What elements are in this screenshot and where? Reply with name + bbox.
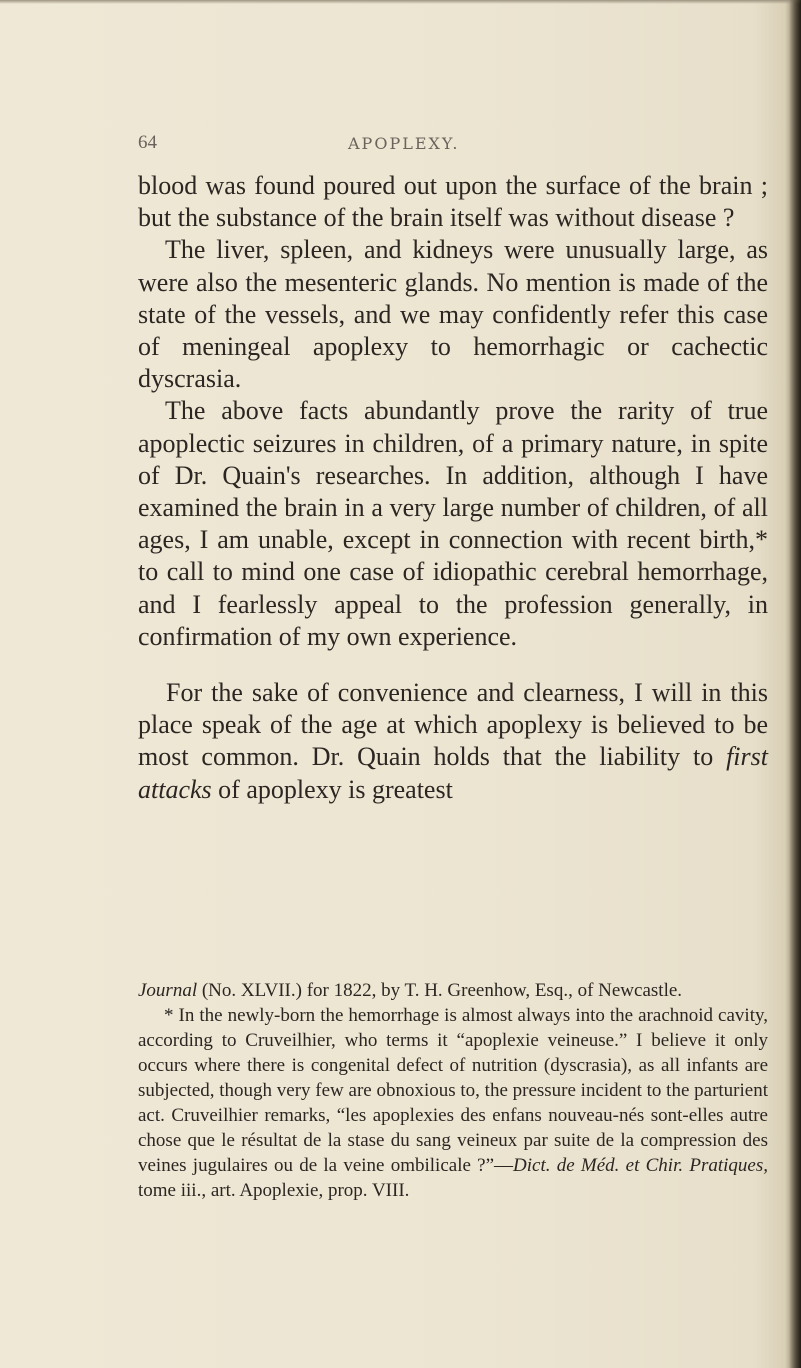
footnote-asterisk-text: * In the newly-born the hemorrhage is almost always into the arachnoid cavity, according to Cruveilhier, who terms it “apoplexie veineuse.” I believe it only occurs where there is congenital defect of nutrition (dyscrasia), as all infants are subjected, though very few are obnoxious to, the pressure incident to the parturient act. Cruveilhier remarks, “les apoplexies des enfans nouveau-nés sont-elles autre chose que le résultat de la stase du sang veineux par suite de la compression des veines jugulaires ou de la veine ombilicale ?”— xyxy=(138,1005,768,1176)
page-top-edge xyxy=(0,0,801,4)
main-text xyxy=(138,170,768,806)
page-number: 64 xyxy=(138,132,157,153)
paragraph-4-end: of apoplexy is greatest xyxy=(211,774,453,804)
footnote-source-italic: Dict. de Méd. et Chir. Pratiques, xyxy=(513,1155,768,1176)
paragraph-4 xyxy=(138,677,768,806)
paragraph-1: blood was found poured out upon the surface of the brain ; but the substance of the brain itself was without disease ? xyxy=(138,171,768,233)
page-edge-shadow xyxy=(789,0,801,1368)
footnote-asterisk xyxy=(138,1003,768,1203)
running-head: APOPLEXY. xyxy=(348,134,460,153)
paragraph-4-start: For the sake of convenience and clearness, I will in this place speak of the age at which apoplexy is believed to be most common. Dr. Quain holds that the liability to xyxy=(138,678,768,772)
footnote-continuation xyxy=(138,978,768,1003)
footnote-source-text: tome iii., art. Apoplexie, prop. VIII. xyxy=(138,1180,410,1201)
paragraph-4-italic: first attacks xyxy=(138,742,768,804)
paragraph-3: The above facts abundantly prove the rarity of true apoplectic seizures in children, of a primary nature, in spite of Dr. Quain's researches. In addition, although I have examined the brain in a very large number of children, of all ages, I am unable, except in connection with recent birth,* to call to mind one case of idiopathic cerebral hemorrhage, and I fearlessly appeal to the profession generally, in confirmation of my own experience. xyxy=(138,396,768,651)
paragraph-2: The liver, spleen, and kidneys were unusually large, as were also the mesenteric glands. No mention is made of the state of the vessels, and we may confidently refer this case of meningeal apoplexy to hemorrhagic or cachectic dyscrasia. xyxy=(138,235,768,394)
footnote-continuation-text: (No. XLVII.) for 1822, by T. H. Greenhow, Esq., of Newcastle. xyxy=(197,980,683,1001)
footnotes xyxy=(138,978,768,1203)
footnote-continuation-italic: Journal xyxy=(138,980,198,1001)
page-header xyxy=(138,132,768,162)
